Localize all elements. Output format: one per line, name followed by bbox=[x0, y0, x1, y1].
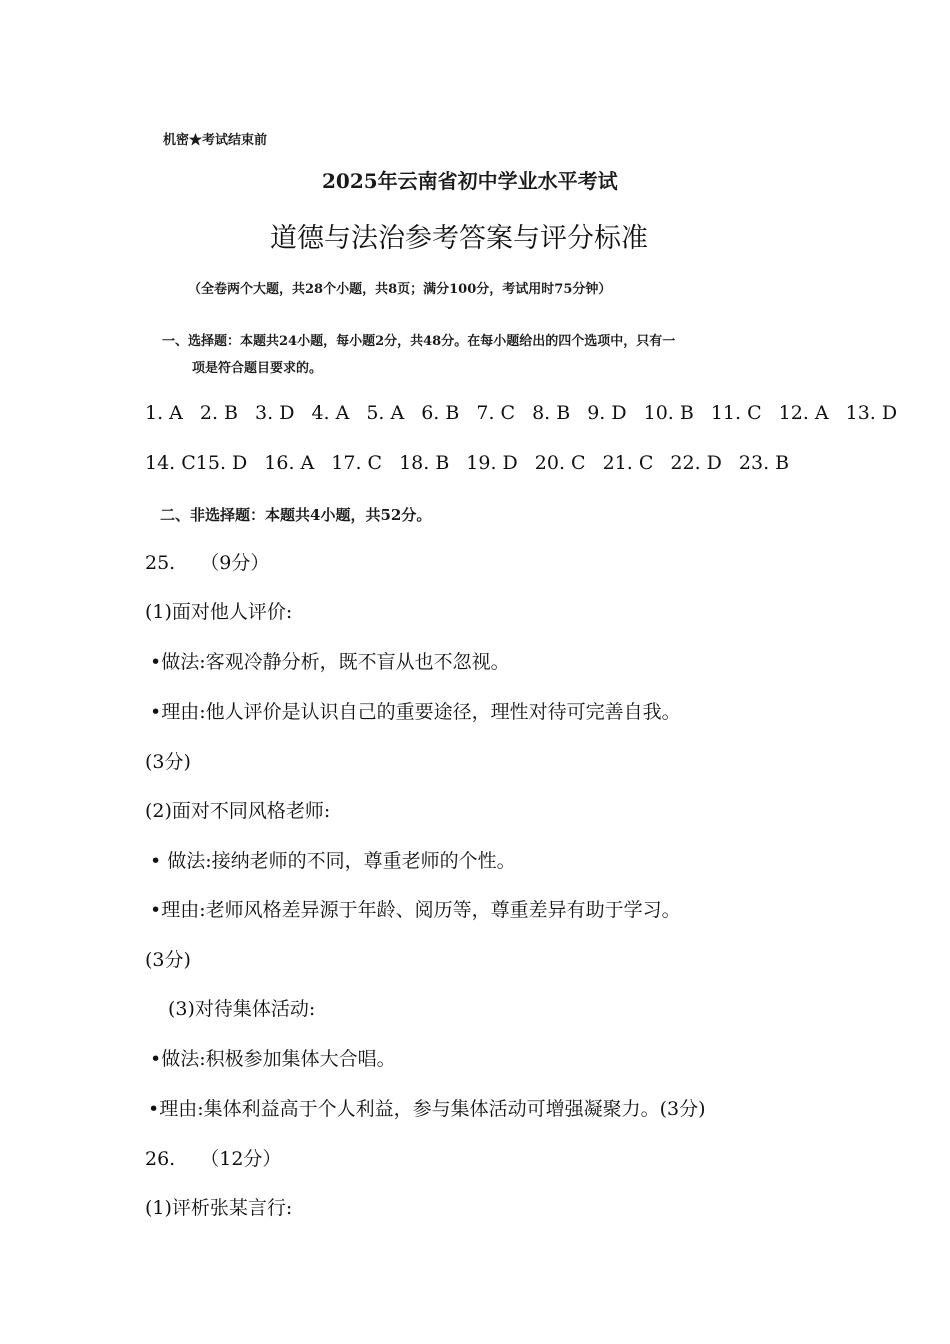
answer-row-2 bbox=[145, 454, 789, 473]
q26-part1-title: (1)评析张某言行: bbox=[145, 1197, 293, 1219]
answer-item: 14. C15. D bbox=[145, 452, 248, 474]
q25-part1-reason: •理由:他人评价是认识自己的重要途径，理性对待可完善自我。 bbox=[150, 701, 681, 723]
answer-item: 21. C bbox=[602, 452, 654, 474]
answer-item: 23. B bbox=[738, 452, 790, 474]
q25-part1-score: (3分) bbox=[145, 751, 191, 773]
section1-heading-cont: 项是符合题目要求的。 bbox=[192, 361, 323, 376]
answer-item: 17. C bbox=[331, 452, 383, 474]
q25-part2-method: • 做法:接纳老师的不同，尊重老师的个性。 bbox=[150, 850, 516, 872]
section1-heading: 一、选择题：本题共24小题，每小题2分，共48分。在每小题给出的四个选项中，只有一 bbox=[162, 334, 676, 349]
answer-row-1 bbox=[145, 404, 897, 423]
answer-item: 8. B bbox=[532, 402, 571, 424]
confidential-label: 机密★考试结束前 bbox=[163, 133, 268, 148]
answer-item: 6. B bbox=[421, 402, 460, 424]
q25-part1-title: (1)面对他人评价: bbox=[145, 601, 293, 623]
answer-item: 9. D bbox=[587, 402, 627, 424]
answer-item: 7. C bbox=[476, 402, 516, 424]
answer-item: 12. A bbox=[778, 402, 829, 424]
answer-item: 20. C bbox=[534, 452, 586, 474]
question-26-label: 26. （12分） bbox=[145, 1148, 282, 1170]
answer-item: 4. A bbox=[311, 402, 350, 424]
answer-item: 16. A bbox=[264, 452, 315, 474]
q25-part2-title: (2)面对不同风格老师: bbox=[145, 800, 331, 822]
exam-info: （全卷两个大题，共28个小题，共8页；满分100分，考试用时75分钟） bbox=[188, 282, 612, 297]
section2-heading: 二、非选择题：本题共4小题，共52分。 bbox=[160, 506, 432, 524]
answer-item: 13. D bbox=[845, 402, 898, 424]
exam-title: 2025年云南省初中学业水平考试 bbox=[322, 169, 618, 193]
document-title: 道德与法治参考答案与评分标准 bbox=[270, 223, 648, 254]
answer-item: 19. D bbox=[466, 452, 518, 474]
answer-item: 18. B bbox=[399, 452, 450, 474]
answer-item: 3. D bbox=[255, 402, 295, 424]
q25-part3-reason: •理由:集体利益高于个人利益，参与集体活动可增强凝聚力。(3分) bbox=[148, 1098, 706, 1120]
q25-part1-method: •做法:客观冷静分析，既不盲从也不忽视。 bbox=[150, 651, 510, 673]
answer-item: 1. A bbox=[145, 402, 183, 424]
answer-item: 2. B bbox=[199, 402, 239, 424]
answer-item: 11. C bbox=[710, 402, 762, 424]
answer-item: 10. B bbox=[643, 402, 694, 424]
q25-part2-reason: •理由:老师风格差异源于年龄、阅历等，尊重差异有助于学习。 bbox=[150, 899, 681, 921]
answer-item: 5. A bbox=[366, 402, 405, 424]
q25-part2-score: (3分) bbox=[145, 949, 191, 971]
q25-part3-title: (3)对待集体活动: bbox=[168, 998, 316, 1020]
q25-part3-method: •做法:积极参加集体大合唱。 bbox=[150, 1048, 396, 1070]
question-25-label: 25. （9分） bbox=[145, 552, 270, 574]
answer-item: 22. D bbox=[670, 452, 722, 474]
